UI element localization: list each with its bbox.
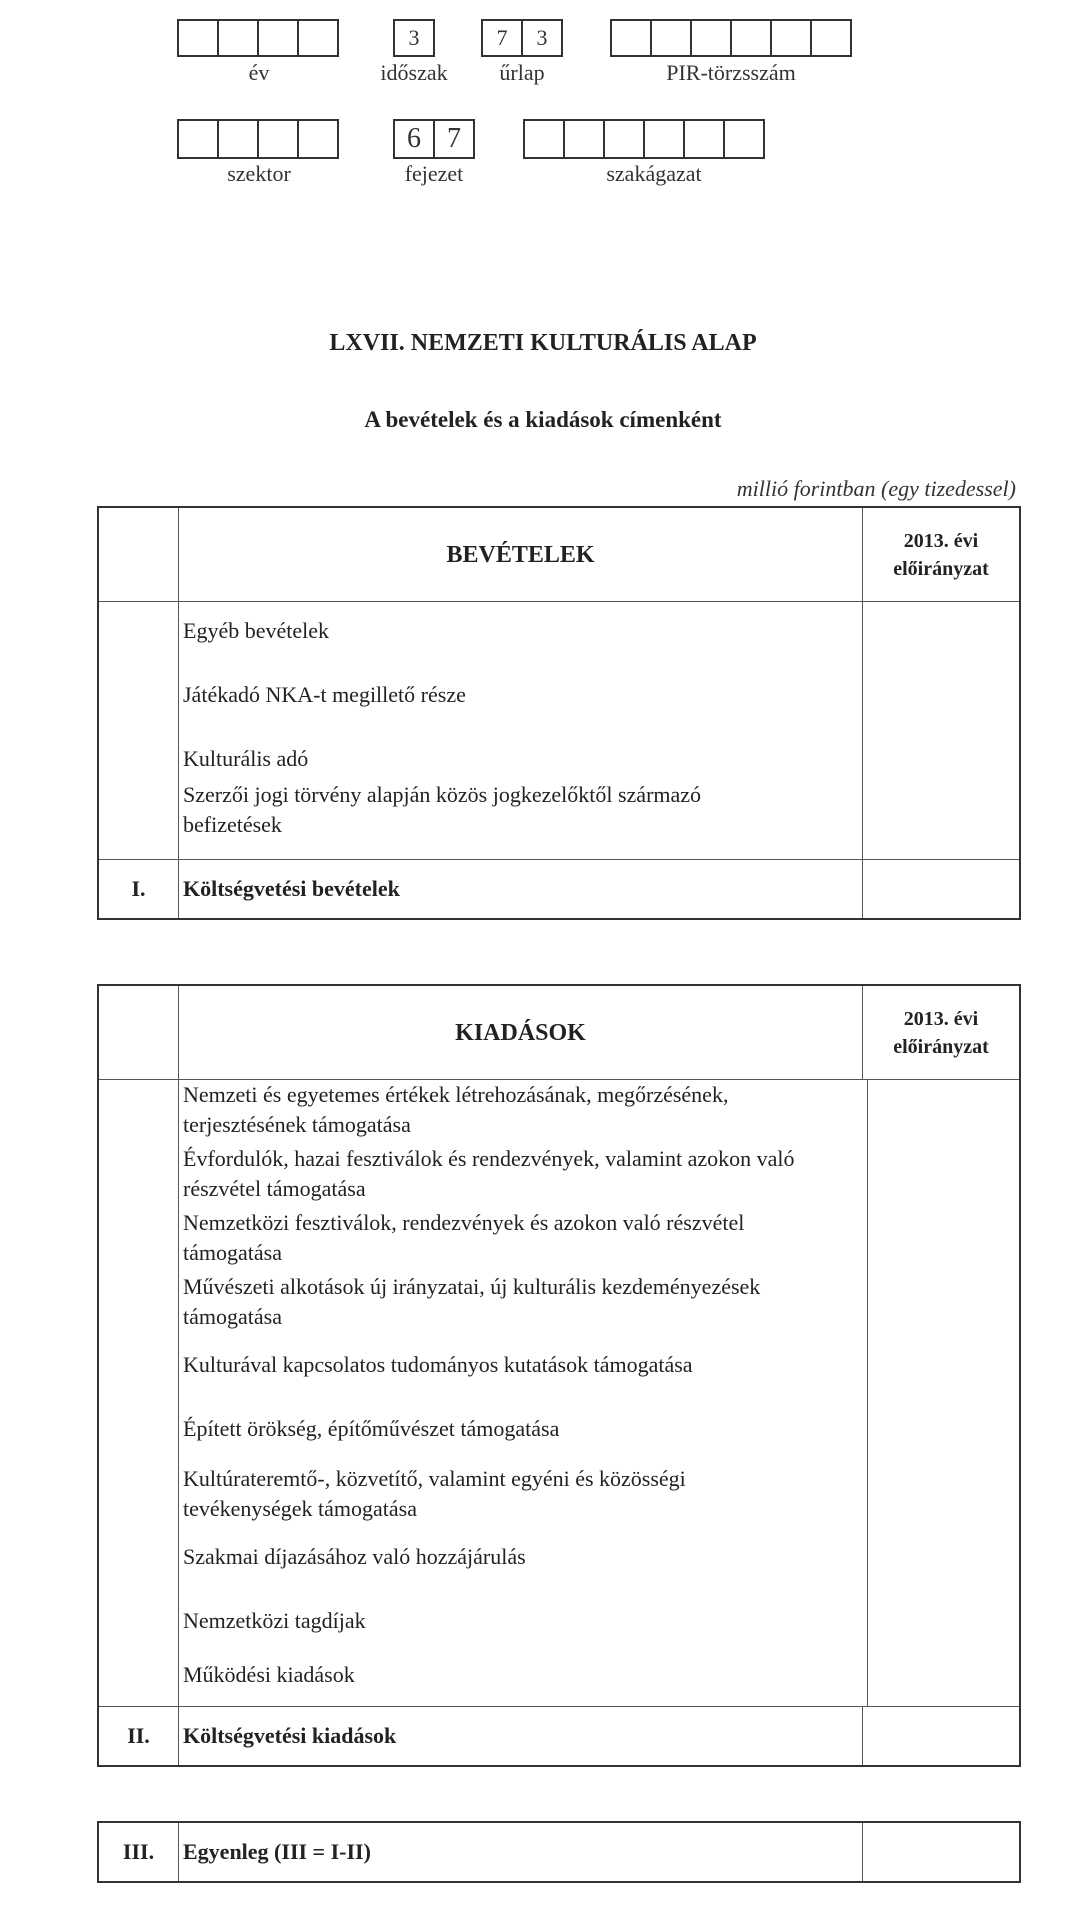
szektor-cell[interactable]: [177, 119, 219, 159]
ev-code-boxes: [177, 19, 339, 57]
fejezet-cell[interactable]: 7: [433, 119, 475, 159]
list-item: Egyéb bevételek: [183, 618, 329, 643]
bevetelek-year-header: [863, 508, 1019, 601]
szakagazat-cell[interactable]: [723, 119, 765, 159]
szakagazat-cell[interactable]: [523, 119, 565, 159]
ev-label: év: [248, 60, 270, 85]
pir-code-boxes: [610, 19, 852, 57]
list-item: Szerzői jogi törvény alapján közös jogkezelőktől származó befizetések: [183, 782, 702, 837]
list-item: Épített örökség, építőművészet támogatása: [183, 1416, 560, 1441]
bevetelek-total-label: Költségvetési bevételek: [179, 860, 863, 918]
szakagazat-cell[interactable]: [603, 119, 645, 159]
pir-cell[interactable]: [770, 19, 812, 57]
kiadasok-total-label: Költségvetési kiadások: [179, 1707, 863, 1765]
eloiranyzat-label: előirányzat: [893, 1035, 989, 1058]
fejezet-label: fejezet: [404, 161, 464, 186]
list-item: Nemzetközi tagdíjak: [183, 1608, 366, 1633]
urlap-cell[interactable]: 7: [481, 19, 523, 57]
szakagazat-cell[interactable]: [683, 119, 725, 159]
value-cell[interactable]: [863, 1823, 1019, 1881]
total-num: I.: [99, 860, 179, 918]
egyenleg-label: Egyenleg (III = I-II): [179, 1823, 863, 1881]
fejezet-code-boxes: [393, 119, 475, 159]
pir-label: PIR-törzsszám: [666, 60, 796, 85]
ev-cell[interactable]: [257, 19, 299, 57]
list-item: Évfordulók, hazai fesztiválok és rendezvények, valamint azokon való részvétel támogatása: [183, 1146, 795, 1201]
pir-cell[interactable]: [730, 19, 772, 57]
value-cell[interactable]: [863, 602, 1019, 859]
szakagazat-cell[interactable]: [643, 119, 685, 159]
szektor-label: szektor: [227, 161, 291, 186]
pir-cell[interactable]: [690, 19, 732, 57]
szektor-cell[interactable]: [297, 119, 339, 159]
bevetelek-header-row: [99, 508, 1019, 601]
szakagazat-cell[interactable]: [563, 119, 605, 159]
value-cell[interactable]: [868, 1080, 1024, 1706]
eloiranyzat-label: előirányzat: [893, 557, 989, 580]
items-num-cell: [99, 1080, 179, 1706]
egyenleg-num: III.: [99, 1823, 179, 1881]
szektor-cell[interactable]: [217, 119, 259, 159]
bevetelek-header: BEVÉTELEK: [179, 508, 863, 601]
items-num-cell: [99, 602, 179, 859]
kiadasok-year-header: [863, 986, 1019, 1079]
page-subtitle: A bevételek és a kiadások címenként: [364, 407, 722, 432]
urlap-label: űrlap: [499, 60, 545, 85]
list-item: Kulturális adó: [183, 746, 309, 771]
ev-cell[interactable]: [177, 19, 219, 57]
list-item: Nemzeti és egyetemes értékek létrehozásának, megőrzésének, terjesztésének támogatása: [183, 1082, 729, 1137]
egyenleg-table: [97, 1821, 1021, 1883]
bevetelek-total-row: [99, 859, 1019, 918]
bevetelek-items: [179, 602, 863, 859]
list-item: Művészeti alkotások új irányzatai, új kulturális kezdeményezések támogatása: [183, 1274, 761, 1329]
kiadasok-items: [179, 1080, 868, 1706]
list-item: Nemzetközi fesztiválok, rendezvények és azokon való részvétel támogatása: [183, 1210, 745, 1265]
idoszak-label: időszak: [380, 60, 448, 85]
list-item: Kulturával kapcsolatos tudományos kutatások támogatása: [183, 1352, 693, 1377]
pir-cell[interactable]: [610, 19, 652, 57]
list-item: Szakmai díjazásához való hozzájárulás: [183, 1544, 526, 1569]
szektor-cell[interactable]: [257, 119, 299, 159]
fejezet-cell[interactable]: 6: [393, 119, 435, 159]
szakagazat-label: szakágazat: [606, 161, 702, 186]
ev-cell[interactable]: [297, 19, 339, 57]
value-cell[interactable]: [863, 1707, 1019, 1765]
page-title: LXVII. NEMZETI KULTURÁLIS ALAP: [329, 330, 757, 356]
kiadasok-items-row: [99, 1079, 1019, 1706]
list-item: Játékadó NKA-t megillető része: [183, 682, 466, 707]
szektor-code-boxes: [177, 119, 339, 159]
total-num: II.: [99, 1707, 179, 1765]
header-num-cell: [99, 508, 179, 601]
szakagazat-code-boxes: [523, 119, 765, 159]
urlap-cell[interactable]: 3: [521, 19, 563, 57]
idoszak-code-boxes: [393, 19, 435, 57]
ev-cell[interactable]: [217, 19, 259, 57]
kiadasok-header-row: [99, 986, 1019, 1079]
bevetelek-table: [97, 506, 1021, 920]
kiadasok-total-row: [99, 1706, 1019, 1765]
urlap-code-boxes: [481, 19, 563, 57]
unit-note: millió forintban (egy tizedessel): [736, 476, 1016, 501]
pir-cell[interactable]: [650, 19, 692, 57]
kiadasok-header: KIADÁSOK: [179, 986, 863, 1079]
pir-cell[interactable]: [810, 19, 852, 57]
list-item: Kultúrateremtő-, közvetítő, valamint egyéni és közösségi tevékenységek támogatása: [183, 1466, 686, 1521]
year-label: 2013. évi: [903, 1007, 979, 1030]
egyenleg-row: [99, 1823, 1019, 1881]
idoszak-cell[interactable]: 3: [393, 19, 435, 57]
kiadasok-table: [97, 984, 1021, 1767]
header-num-cell: [99, 986, 179, 1079]
year-label: 2013. évi: [903, 529, 979, 552]
list-item: Működési kiadások: [183, 1662, 355, 1687]
value-cell[interactable]: [863, 860, 1019, 918]
bevetelek-items-row: [99, 601, 1019, 859]
